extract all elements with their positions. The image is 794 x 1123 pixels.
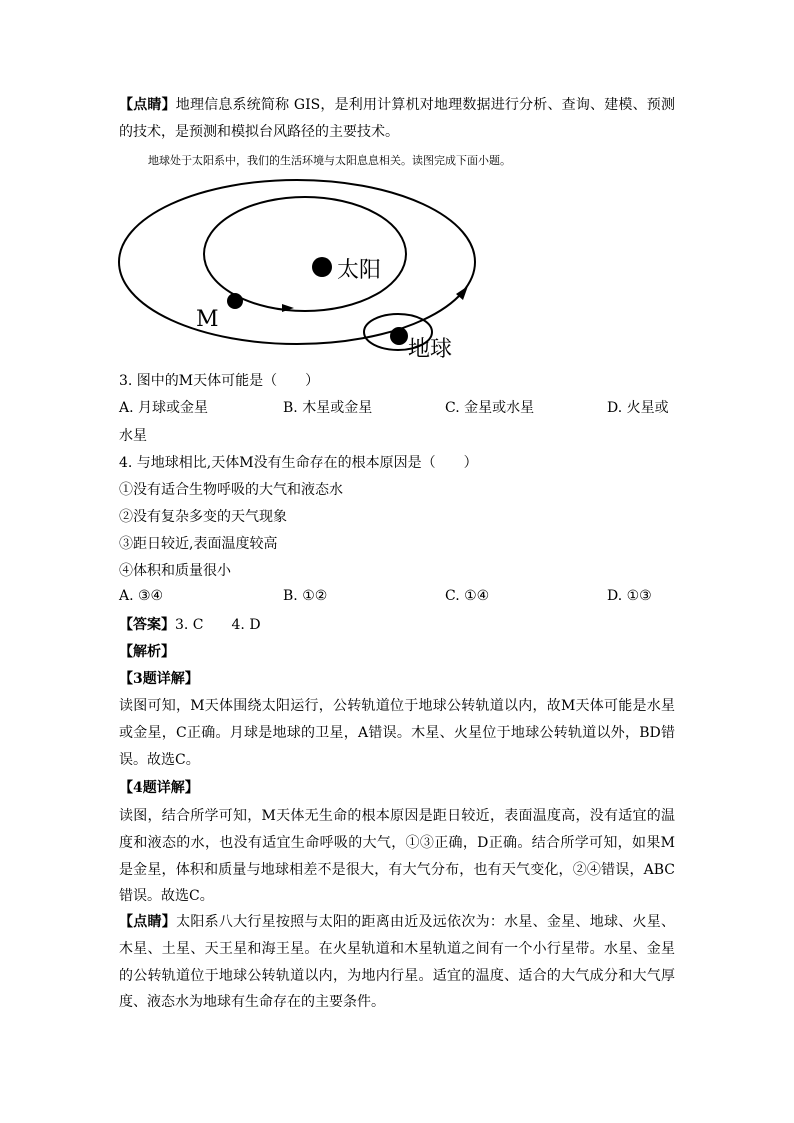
q3-stem: 3. 图中的M天体可能是（ ） (119, 373, 320, 389)
tip-paragraph-1 (119, 92, 675, 146)
m-label: M (196, 307, 219, 332)
q4-detail-label: 【4题详解】 (119, 780, 199, 796)
intro-text: 地球处于太阳系中，我们的生活环境与太阳息息相关。读图完成下面小题。 (148, 154, 511, 167)
q3-option-c: C. 金星或水星 (445, 400, 535, 416)
m-dot (227, 293, 243, 309)
tip-text: 地理信息系统简称 GIS，是利用计算机对地理数据进行分析、查询、建模、预测的技术，是预测和模拟台风路径的主要技术。 (119, 97, 675, 140)
answer-label: 【答案】 (119, 617, 175, 633)
tip2-text: 太阳系八大行星按照与太阳的距离由近及远依次为：水星、金星、地球、火星、木星、土星、天王星和海王星。在火星轨道和木星轨道之间有一个小行星带。水星、金星的公转轨道位于地球公转轨道以内，为地内行星。适宜的温度、适合的大气成分和大气厚度、液态水为地球有生命存在的主要条件。 (119, 914, 676, 1011)
sun-dot (312, 257, 332, 277)
q3-option-d: D. 火星或 (607, 400, 669, 416)
q4-detail-text: 读图，结合所学可知，M天体无生命的根本原因是距日较近，表面温度高，没有适宜的温度和液态的水，也没有适宜生命呼吸的大气，①③正确，D正确。结合所学可知，如果M是金星，体积和质量与地球相差不是很大，有大气分布，也有天气变化，②④错误，ABC错误。故选C。 (119, 808, 675, 905)
q3-detail-text: 读图可知，M天体围绕太阳运行，公转轨道位于地球公转轨道以内，故M天体可能是水星或金星，C正确。月球是地球的卫星，A错误。木星、火星位于地球公转轨道以外，BD错误。故选C。 (119, 698, 675, 768)
answer-line (119, 614, 261, 636)
tip2-label: 【点睛】 (119, 914, 177, 930)
q4-option-c: C. ①④ (445, 588, 490, 604)
q4-item-4: ④体积和质量很小 (119, 563, 231, 579)
earth-dot (390, 327, 408, 345)
tip-paragraph-2 (119, 909, 675, 1016)
sun-label: 太阳 (337, 258, 382, 283)
q3-detail-label: 【3题详解】 (119, 671, 199, 687)
q4-option-a: A. ③④ (119, 588, 164, 604)
earth-label: 地球 (408, 337, 453, 362)
q4-option-d: D. ①③ (607, 588, 652, 604)
q3-option-a: A. 月球或金星 (119, 400, 209, 416)
tip-label: 【点睛】 (119, 97, 176, 113)
q4-item-1: ①没有适合生物呼吸的大气和液态水 (119, 482, 343, 498)
q3-option-b: B. 木星或金星 (283, 400, 373, 416)
q3-option-d-wrap: 水星 (119, 428, 147, 444)
solar-orbit-diagram (118, 176, 488, 366)
answer-text: 3. C 4. D (175, 617, 261, 633)
q4-item-2: ②没有复杂多变的天气现象 (119, 509, 287, 525)
analysis-label: 【解析】 (119, 644, 175, 660)
q4-item-3: ③距日较近,表面温度较高 (119, 536, 278, 552)
q4-stem: 4. 与地球相比,天体M没有生命存在的根本原因是（ ） (119, 455, 478, 471)
q4-option-b: B. ①② (283, 588, 328, 604)
